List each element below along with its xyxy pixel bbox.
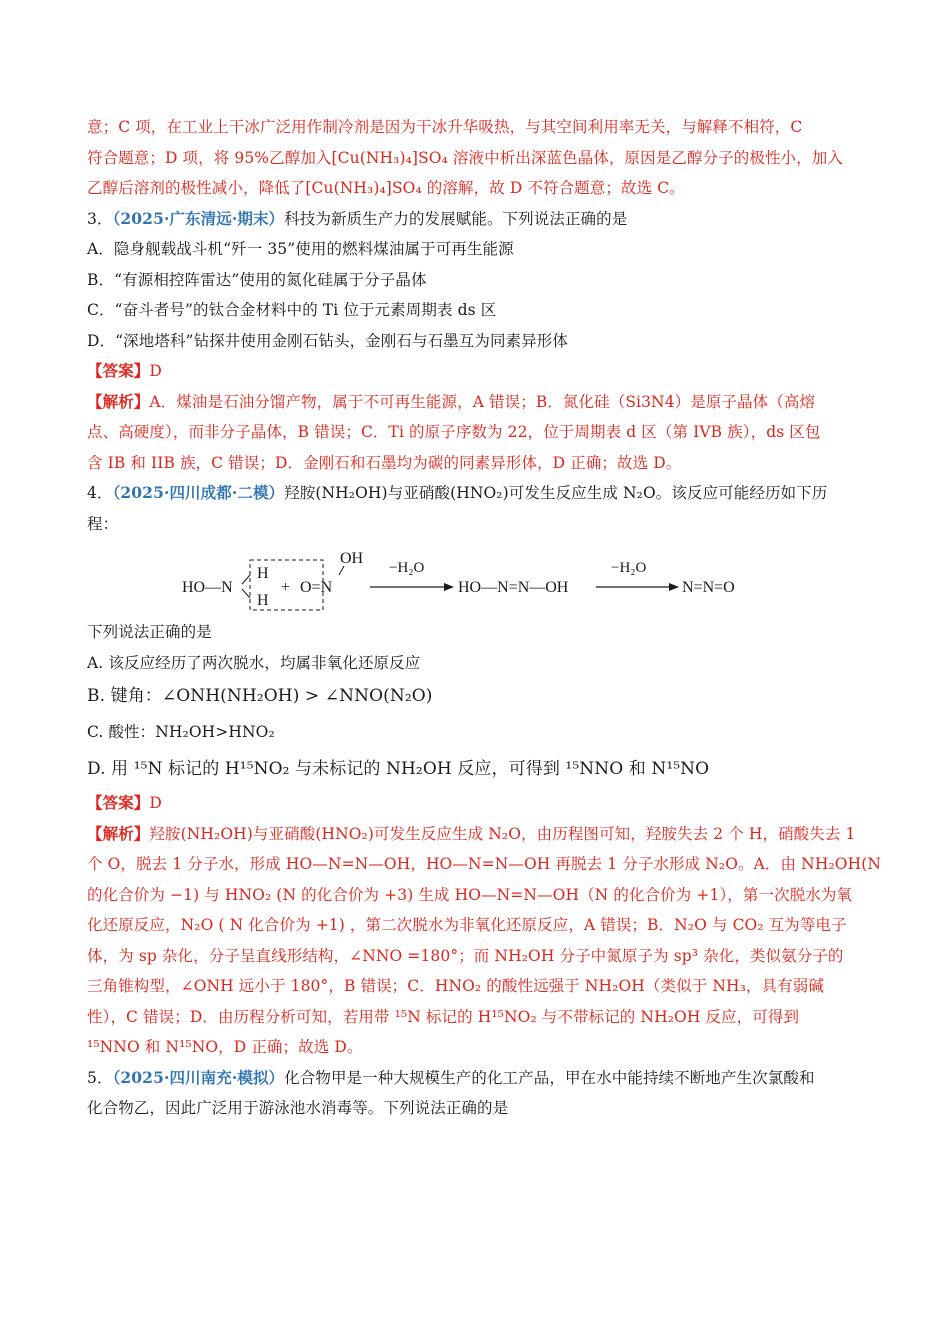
question-5-stem-cont: 化合物乙，因此广泛用于游泳池水消毒等。下列说法正确的是 bbox=[87, 1099, 509, 1117]
reaction-scheme bbox=[87, 543, 867, 615]
scheme-arrow-1-label: −H₂O bbox=[389, 560, 425, 576]
scheme-plus: + bbox=[281, 579, 291, 596]
question-number: 3． bbox=[87, 209, 113, 228]
analysis-line: 三角锥构型，∠ONH 远小于 180°，B 错误；C．HNO₂ 的酸性远强于 NH₂OH（类似于 NH₃，具有弱碱 bbox=[87, 977, 824, 995]
question-text: 羟胺(NH₂OH)与亚硝酸(HNO₂)可发生反应生成 N₂O。该反应可能经历如下历 bbox=[284, 484, 828, 502]
analysis-line: 化还原反应，N₂O ( N 化合价为 +1) ，第二次脱水为非氧化还原反应，A 错误；B．N₂O 与 CO₂ 互为等电子 bbox=[87, 916, 847, 934]
analysis-line: 点、高硬度），而非分子晶体，B 错误；C．Ti 的原子序数为 22，位于周期表 d 区（第 IVB 族），ds 区包 bbox=[87, 423, 821, 441]
question-4-option-b: B. 键角：∠ONH(NH₂OH) > ∠NNO(N₂O) bbox=[87, 686, 433, 706]
question-4-stem bbox=[87, 478, 867, 509]
question-3-stem bbox=[87, 204, 867, 235]
scheme-hydrogen-1: H bbox=[257, 565, 269, 582]
answer-value: D bbox=[149, 794, 162, 812]
reaction-scheme-diagram bbox=[182, 543, 782, 615]
question-4-answer bbox=[87, 788, 867, 819]
analysis-line: A．煤油是石油分馏产物，属于不可再生能源，A 错误；B．氮化硅（Si3N4）是原子晶体（高熔 bbox=[149, 392, 816, 411]
scheme-nitrous-o-n: O=N bbox=[300, 579, 333, 596]
question-3-option-d: D．“深地塔科”钻探井使用金刚石钻头，金刚石与石墨互为同素异形体 bbox=[87, 331, 568, 350]
scheme-bond bbox=[242, 575, 250, 584]
prev-explanation-line: 符合题意；D 项，将 95%乙醇加入[Cu(NH₃)₄]SO₄ 溶液中析出深蓝色晶体，原因是乙醇分子的极性小，加入 bbox=[87, 148, 843, 167]
question-4-stem-cont: 程： bbox=[87, 514, 119, 533]
scheme-arrow-1-head bbox=[444, 583, 454, 591]
prev-explanation-line: 意；C 项，在工业上干冰广泛用作制冷剂是因为干冰升华吸热，与其空间利用率无关，与解释不相符，C bbox=[87, 118, 803, 136]
scheme-arrow-2-label: −H₂O bbox=[611, 560, 647, 576]
scheme-bond bbox=[339, 566, 344, 575]
scheme-intermediate: HO—N=N—OH bbox=[458, 579, 569, 596]
question-4-option-a: A. 该反应经历了两次脱水，均属非氧化还原反应 bbox=[87, 653, 421, 672]
analysis-tag: 【解析】 bbox=[87, 391, 150, 411]
question-3-option-c: C．“奋斗者号”的钛合金材料中的 Ti 位于元素周期表 ds 区 bbox=[87, 301, 497, 319]
question-4-option-d: D. 用 ¹⁵N 标记的 H¹⁵NO₂ 与未标记的 NH₂OH 反应，可得到 ¹⁵NNO 和 N¹⁵NO bbox=[87, 759, 710, 779]
question-text: 化合物甲是一种大规模生产的化工产品，甲在水中能持续不断地产生次氯酸和 bbox=[284, 1068, 815, 1087]
question-3-analysis bbox=[87, 387, 867, 418]
answer-value: D bbox=[149, 362, 162, 380]
question-number: 5． bbox=[87, 1068, 113, 1087]
scheme-bond bbox=[242, 589, 250, 598]
question-3-option-a: A．隐身舰载战斗机“歼一 35”使用的燃料煤油属于可再生能源 bbox=[87, 240, 514, 258]
scheme-oh: OH bbox=[340, 550, 364, 567]
question-number: 4． bbox=[87, 484, 113, 502]
question-4-prompt: 下列说法正确的是 bbox=[87, 623, 212, 641]
question-4-analysis bbox=[87, 819, 867, 850]
answer-tag: 【答案】 bbox=[87, 793, 150, 812]
analysis-line: 体，为 sp 杂化，分子呈直线形结构，∠NNO =180°；而 NH₂OH 分子中氮原子为 sp³ 杂化，类似氨分子的 bbox=[87, 946, 844, 965]
question-source: （2025·四川成都·二模） bbox=[112, 483, 285, 502]
analysis-line: 个 O，脱去 1 分子水，形成 HO—N=N—OH，HO—N=N—OH 再脱去 1 分子水形成 N₂O。A．由 NH₂OH(N bbox=[87, 855, 882, 873]
answer-tag: 【答案】 bbox=[87, 361, 150, 380]
analysis-line: 羟胺(NH₂OH)与亚硝酸(HNO₂)可发生反应生成 N₂O，由历程图可知，羟胺失去 2 个 H，硝酸失去 1 bbox=[149, 824, 856, 843]
analysis-line: 的化合价为 −1) 与 HNO₂ (N 的化合价为 +3) 生成 HO—N=N—OH（N 的化合价为 +1），第一次脱水为氧 bbox=[87, 885, 853, 904]
prev-explanation-line: 乙醇后溶剂的极性减小，降低了[Cu(NH₃)₄]SO₄ 的溶解，故 D 不符合题意；故选 C。 bbox=[87, 179, 685, 197]
question-3-answer bbox=[87, 356, 867, 387]
question-3-option-b: B．“有源相控阵雷达”使用的氮化硅属于分子晶体 bbox=[87, 270, 427, 289]
question-source: （2025·四川南充·模拟） bbox=[112, 1067, 285, 1087]
scheme-arrow-2-head bbox=[669, 583, 679, 591]
page-content bbox=[87, 112, 882, 1124]
question-4-option-c: C. 酸性：NH₂OH>HNO₂ bbox=[87, 723, 275, 741]
analysis-tag: 【解析】 bbox=[87, 823, 150, 843]
scheme-product: N=N=O bbox=[682, 579, 735, 596]
question-text: 科技为新质生产力的发展赋能。下列说法正确的是 bbox=[284, 209, 628, 228]
analysis-line: 性），C 错误；D．由历程分析可知，若用带 ¹⁵N 标记的 H¹⁵NO₂ 与不带标记的 NH₂OH 反应，可得到 bbox=[87, 1007, 800, 1026]
scheme-hydroxylamine-ho-n: HO—N bbox=[182, 579, 233, 596]
question-5-stem bbox=[87, 1063, 867, 1094]
question-source: （2025·广东清远·期末） bbox=[112, 208, 285, 228]
analysis-line: 含 IB 和 IIB 族，C 错误；D．金刚石和石墨均为碳的同素异形体，D 正确；故选 D。 bbox=[87, 453, 682, 472]
analysis-line: ¹⁵NNO 和 N¹⁵NO，D 正确；故选 D。 bbox=[87, 1038, 363, 1056]
scheme-hydrogen-2: H bbox=[257, 592, 269, 609]
